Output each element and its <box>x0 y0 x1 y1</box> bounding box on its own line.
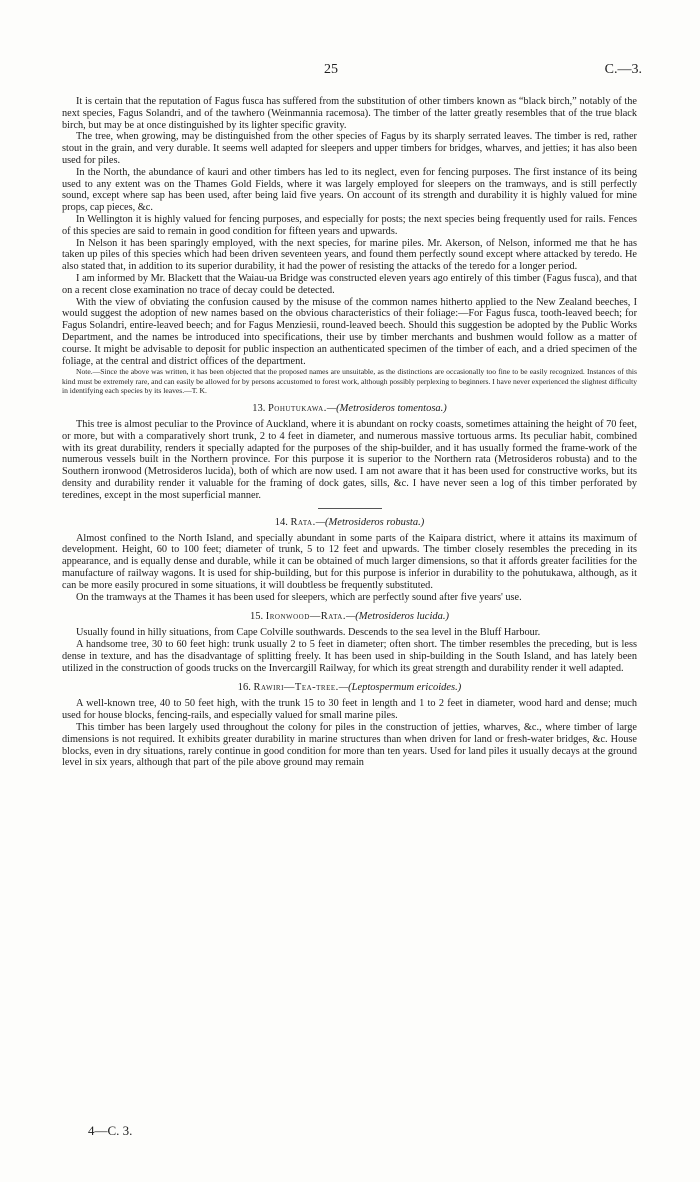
paragraph: A well-known tree, 40 to 50 feet high, with the trunk 15 to 30 feet in length and 1 to 2 feet in diameter, wood hard and dense; much used for house blocks, fencing-rails, and especially valued for small marine piles. <box>62 698 637 722</box>
page-header <box>0 62 700 78</box>
paragraph: In Nelson it has been sparingly employed, with the next species, for marine piles. Mr. Akerson, of Nelson, informed me that he has taken up piles of this species which had been driven seventeen years, and found them perfectly sound except where attacked by teredo. He also stated that, in addition to its superior durability, it had the power of resisting the attacks of the teredo for a longer period. <box>62 237 637 273</box>
section-divider <box>318 508 382 509</box>
heading-scientific-name: —(Metrosideros tomentosa.) <box>326 402 447 414</box>
heading-scientific-name: —(Metrosideros robusta.) <box>315 516 425 528</box>
document-reference: C.—3. <box>604 62 642 77</box>
heading-scientific-name: —(Metrosideros lucida.) <box>345 611 450 623</box>
paragraph: With the view of obviating the confusion caused by the misuse of the common names hitherto applied to the New Zealand beeches, I would suggest the adoption of new names based on the obvious characteristics of their foliage:—For Fagus fusca, tooth-leaved beech; for Fagus Solandri, entire-leaved beech; and for Fagus Menziesii, round-leaved beech. Should this suggestion be adopted by the Public Works Department, and the names be introduced into specifications, their use by timber merchants and bushmen would follow as a matter of course. It might be advisable to deposit for public inspection an authenticated specimen of the timber of each, and a dried specimen of the foliage, at the central and district offices of the department. <box>62 296 637 367</box>
footnote: Note.—Since the above was written, it has been objected that the proposed names are unsuitable, as the distinctions are occasionally too fine to be easily recognized. Instances of this kind must be extremely rare, and can easily be allowed for by persons accustomed to forest work, although possibly perplexing to beginners. I have never experienced the slightest difficulty in identifying each species by its leaves.—T. K. <box>62 367 637 395</box>
heading-number: 13. <box>252 402 266 414</box>
section-heading-13 <box>62 403 637 415</box>
paragraph: Almost confined to the North Island, and specially abundant in some parts of the Kaipara district, where it attains its maximum of development. Height, 60 to 100 feet; diameter of trunk, 5 to 12 feet and upwards. The timber closely resembles the preceding in its appearance, and is equally dense and durable, while it can be obtained of much larger dimensions, so that it affords greater facilities for the manufacture of railway wagons. It is used for ship-building, but for this purpose is inferior in durability to the pohutukawa, although, as it can be more easily procured in some situations, it will doubtless be frequently substituted. <box>62 532 637 591</box>
paragraph: This timber has been largely used throughout the colony for piles in the construction of jetties, wharves, &c., where timber of large dimensions is not required. It exhibits greater durability in marine structures than when driven for land or fresh-water bridges, &c. House blocks, even in dry situations, rarely continue in good condition for more than ten years. Used for land piles it usually decays at the ground level in six years, although that part of the pile above ground may remain <box>62 722 637 769</box>
paragraph: This tree is almost peculiar to the Province of Auckland, where it is abundant on rocky coasts, sometimes attaining the height of 70 feet, or more, but with a comparatively short trunk, 2 to 4 feet in diameter, and numerous massive tortuous arms. Its peculiar habit, combined with its great durability, renders it specially adapted for the purposes of the ship-builder, and it has usually formed the frame-work of the numerous vessels built in the Northern province. For this purpose it is superior to the Northern rata (Metrosideros robusta) and to the Southern ironwood (Metrosideros lucida), both of which are now used. I am not aware that it has been used for constructive works, but its density and durability render it valuable for the framing of dock gates, sills, &c. I have never seen a log of this timber perforated by teredines, except in the most superficial manner. <box>62 418 637 501</box>
signature-mark: 4—C. 3. <box>88 1123 133 1138</box>
paragraph: The tree, when growing, may be distinguished from the other species of Fagus by its sharply serrated leaves. The timber is red, rather stout in the grain, and very durable. It seems well adapted for sleepers and upper timbers for bridges, wharves, and jetties; it has also been used for piles. <box>62 131 637 166</box>
heading-name: Pohutukawa. <box>267 402 327 414</box>
heading-number: 14. <box>274 516 288 528</box>
paragraph: On the tramways at the Thames it has been used for sleepers, which are perfectly sound after five years' use. <box>76 591 522 603</box>
section-heading-14 <box>62 517 637 529</box>
page-number: 25 <box>324 62 338 77</box>
paragraph: In Wellington it is highly valued for fencing purposes, and especially for posts; the next species being frequently used for rails. Fences of this species are said to remain in good condition for fifteen years and upwards. <box>62 213 637 237</box>
section-heading-16 <box>62 682 637 694</box>
section-heading-15 <box>62 611 637 623</box>
page-body <box>62 96 637 769</box>
paragraph: I am informed by Mr. Blackett that the Waiau-ua Bridge was constructed eleven years ago entirely of this timber (Fagus fusca), and that on a recent close examination no trace of decay could be detected. <box>62 272 637 296</box>
heading-name: Rata. <box>290 516 316 528</box>
heading-number: 16. <box>237 682 251 694</box>
paragraph: In the North, the abundance of kauri and other timbers has led to its neglect, even for fencing purposes. The first instance of its being used to any extent was on the Thames Gold Fields, where it was largely employed for sleepers on the tramways, and is still perfectly sound, except where sap has been used, after being laid five years. On account of its strength and durability it is highly valued for mine props, cap pieces, &c. <box>62 166 637 214</box>
heading-scientific-name: —(Leptospermum ericoides.) <box>338 682 462 694</box>
heading-number: 15. <box>249 611 264 623</box>
heading-name: Rawiri—Tea-tree. <box>253 682 339 694</box>
paragraph: Usually found in hilly situations, from Cape Colville southwards. Descends to the sea level in the Bluff Harbour. <box>76 627 541 639</box>
heading-name: Ironwood—Rata. <box>265 611 346 623</box>
paragraph: It is certain that the reputation of Fagus fusca has suffered from the substitution of other timbers known as “black birch,” notably of the next species, Fagus Solandri, and of the tawhero (Weinmannia racemosa). The timber of the latter greatly resembles that of the true black birch, but may be at once distinguished by its lighter specific gravity. <box>62 96 637 131</box>
paragraph: A handsome tree, 30 to 60 feet high: trunk usually 2 to 5 feet in diameter; often short. The timber resembles the preceding, but is less dense in texture, and has the disadvantage of splitting freely. It has been used in ship-building in the South Island, and has lately been utilized in the construction of goods trucks on the Invercargill Railway, for which its great strength and durability render it well adapted. <box>62 639 637 674</box>
